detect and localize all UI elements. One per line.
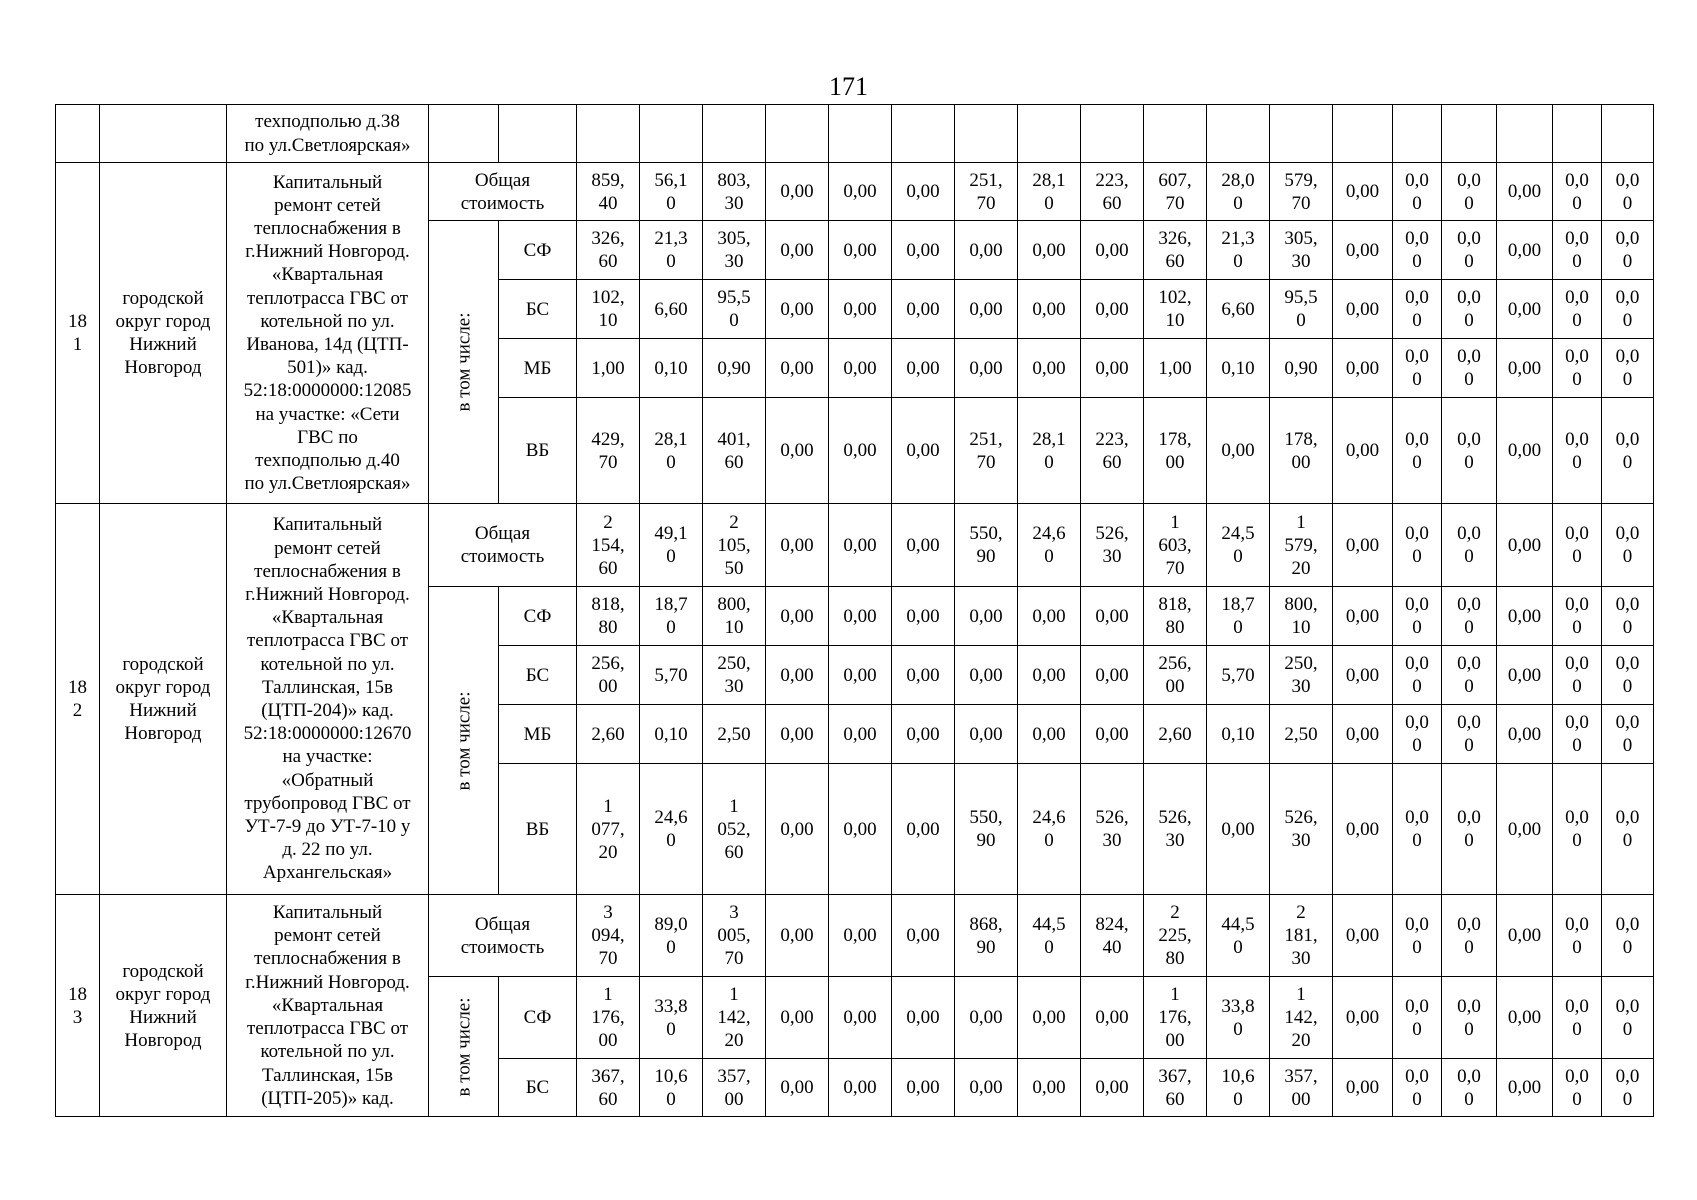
value-cell: 0,0 0 xyxy=(1602,221,1654,280)
value-cell: 2,60 xyxy=(577,705,640,764)
value-cell: 1,00 xyxy=(577,339,640,398)
value-cell: 0,00 xyxy=(766,587,829,646)
continued-empty-cell xyxy=(766,105,829,163)
value-cell: 0,0 0 xyxy=(1553,280,1602,339)
value-cell: 18,7 0 xyxy=(1207,587,1270,646)
value-cell: 0,0 0 xyxy=(1602,764,1654,895)
value-cell: 800, 10 xyxy=(1270,587,1333,646)
value-cell: 0,00 xyxy=(766,504,829,587)
table-row xyxy=(56,504,1654,587)
value-cell: 0,00 xyxy=(1497,339,1553,398)
work-description: Капитальный ремонт сетей теплоснабжения в г.Нижний Новгород. «Квартальная теплотрасса ГВС от котельной по ул. Иванова, 14д (ЦТП- 501)» кад. 52:18:0000000:12085 на участке: «Сети ГВС по техподполью д.40 по ул.Светлоярская» xyxy=(227,163,429,504)
value-cell: 2 105, 50 xyxy=(703,504,766,587)
value-cell: 0,00 xyxy=(766,895,829,977)
value-cell: 49,1 0 xyxy=(640,504,703,587)
value-cell: 0,0 0 xyxy=(1393,280,1442,339)
continued-empty-cell xyxy=(829,105,892,163)
value-cell: 0,0 0 xyxy=(1602,1059,1654,1117)
value-cell: 0,00 xyxy=(892,339,955,398)
value-cell: 251, 70 xyxy=(955,398,1018,504)
including-label-cell xyxy=(429,587,499,895)
value-cell: 0,00 xyxy=(829,280,892,339)
value-cell: 24,6 0 xyxy=(1018,764,1081,895)
continued-empty-cell xyxy=(1553,105,1602,163)
continued-empty-cell xyxy=(1270,105,1333,163)
continued-empty-cell xyxy=(703,105,766,163)
value-cell: 0,00 xyxy=(955,280,1018,339)
value-cell: 0,00 xyxy=(955,646,1018,705)
value-cell: 0,00 xyxy=(892,280,955,339)
including-label-cell xyxy=(429,221,499,504)
funding-source-label: СФ xyxy=(499,977,577,1059)
funding-source-label: МБ xyxy=(499,705,577,764)
district-name: городской округ город Нижний Новгород xyxy=(100,163,227,504)
funding-source-label: СФ xyxy=(499,221,577,280)
value-cell: 0,0 0 xyxy=(1602,977,1654,1059)
value-cell: 0,0 0 xyxy=(1393,646,1442,705)
value-cell: 0,0 0 xyxy=(1393,221,1442,280)
continued-empty-cell xyxy=(640,105,703,163)
value-cell: 0,00 xyxy=(892,587,955,646)
value-cell: 0,0 0 xyxy=(1442,1059,1497,1117)
value-cell: 33,8 0 xyxy=(640,977,703,1059)
work-description: Капитальный ремонт сетей теплоснабжения в г.Нижний Новгород. «Квартальная теплотрасса ГВС от котельной по ул. Таллинская, 15в (ЦТП-205)» кад. xyxy=(227,895,429,1117)
continued-description: техподполью д.38 по ул.Светлоярская» xyxy=(227,105,429,163)
value-cell: 818, 80 xyxy=(1144,587,1207,646)
value-cell: 0,0 0 xyxy=(1442,646,1497,705)
value-cell: 0,00 xyxy=(892,163,955,221)
value-cell: 0,00 xyxy=(829,587,892,646)
value-cell: 526, 30 xyxy=(1081,764,1144,895)
continued-empty-cell xyxy=(1207,105,1270,163)
value-cell: 429, 70 xyxy=(577,398,640,504)
value-cell: 0,0 0 xyxy=(1553,977,1602,1059)
value-cell: 357, 00 xyxy=(1270,1059,1333,1117)
work-description: Капитальный ремонт сетей теплоснабжения в г.Нижний Новгород. «Квартальная теплотрасса ГВС от котельной по ул. Таллинская, 15в (ЦТП-204)» кад. 52:18:0000000:12670 на участке: «Обратный трубопровод ГВС от УТ-7-9 до УТ-7-10 у д. 22 по ул. Архангельская» xyxy=(227,504,429,895)
value-cell: 0,00 xyxy=(955,705,1018,764)
value-cell: 0,00 xyxy=(1497,280,1553,339)
value-cell: 0,0 0 xyxy=(1393,977,1442,1059)
value-cell: 0,00 xyxy=(1333,504,1393,587)
value-cell: 0,00 xyxy=(1081,280,1144,339)
value-cell: 0,00 xyxy=(1333,705,1393,764)
district-name: городской округ город Нижний Новгород xyxy=(100,504,227,895)
value-cell: 0,0 0 xyxy=(1602,504,1654,587)
value-cell: 2,50 xyxy=(703,705,766,764)
table-row-continuation xyxy=(56,105,1654,163)
value-cell: 0,00 xyxy=(1081,977,1144,1059)
value-cell: 0,00 xyxy=(955,221,1018,280)
value-cell: 18,7 0 xyxy=(640,587,703,646)
value-cell: 178, 00 xyxy=(1270,398,1333,504)
value-cell: 0,0 0 xyxy=(1602,646,1654,705)
value-cell: 0,00 xyxy=(1333,587,1393,646)
value-cell: 0,00 xyxy=(1333,764,1393,895)
value-cell: 0,00 xyxy=(1497,977,1553,1059)
value-cell: 24,6 0 xyxy=(640,764,703,895)
value-cell: 0,0 0 xyxy=(1442,221,1497,280)
value-cell: 526, 30 xyxy=(1270,764,1333,895)
value-cell: 0,00 xyxy=(1207,398,1270,504)
value-cell: 0,00 xyxy=(766,280,829,339)
value-cell: 0,00 xyxy=(1333,163,1393,221)
row-number: 18 1 xyxy=(56,163,100,504)
value-cell: 0,00 xyxy=(955,587,1018,646)
value-cell: 1,00 xyxy=(1144,339,1207,398)
funding-source-label: БС xyxy=(499,1059,577,1117)
value-cell: 3 005, 70 xyxy=(703,895,766,977)
value-cell: 305, 30 xyxy=(1270,221,1333,280)
value-cell: 579, 70 xyxy=(1270,163,1333,221)
value-cell: 0,0 0 xyxy=(1442,339,1497,398)
value-cell: 223, 60 xyxy=(1081,398,1144,504)
value-cell: 0,00 xyxy=(766,764,829,895)
value-cell: 326, 60 xyxy=(1144,221,1207,280)
value-cell: 178, 00 xyxy=(1144,398,1207,504)
value-cell: 1 052, 60 xyxy=(703,764,766,895)
funding-source-label: БС xyxy=(499,646,577,705)
value-cell: 0,90 xyxy=(1270,339,1333,398)
value-cell: 0,0 0 xyxy=(1442,764,1497,895)
continued-empty-cell xyxy=(1442,105,1497,163)
value-cell: 526, 30 xyxy=(1144,764,1207,895)
including-label: в том числе: xyxy=(453,690,474,791)
continued-empty-cell xyxy=(1018,105,1081,163)
value-cell: 0,00 xyxy=(829,1059,892,1117)
value-cell: 0,0 0 xyxy=(1393,764,1442,895)
value-cell: 0,00 xyxy=(1333,1059,1393,1117)
value-cell: 818, 80 xyxy=(577,587,640,646)
value-cell: 0,00 xyxy=(1018,1059,1081,1117)
value-cell: 0,00 xyxy=(1333,895,1393,977)
value-cell: 0,00 xyxy=(1018,280,1081,339)
value-cell: 0,00 xyxy=(892,705,955,764)
value-cell: 357, 00 xyxy=(703,1059,766,1117)
value-cell: 0,00 xyxy=(1497,764,1553,895)
value-cell: 95,5 0 xyxy=(703,280,766,339)
value-cell: 0,0 0 xyxy=(1553,895,1602,977)
value-cell: 0,00 xyxy=(766,339,829,398)
value-cell: 0,0 0 xyxy=(1602,895,1654,977)
value-cell: 0,0 0 xyxy=(1553,504,1602,587)
value-cell: 0,00 xyxy=(1081,587,1144,646)
value-cell: 2,50 xyxy=(1270,705,1333,764)
value-cell: 2 225, 80 xyxy=(1144,895,1207,977)
value-cell: 0,00 xyxy=(1018,646,1081,705)
value-cell: 0,00 xyxy=(1497,504,1553,587)
value-cell: 0,00 xyxy=(829,163,892,221)
value-cell: 803, 30 xyxy=(703,163,766,221)
district-name: городской округ город Нижний Новгород xyxy=(100,895,227,1117)
value-cell: 0,0 0 xyxy=(1553,1059,1602,1117)
row-number: 18 3 xyxy=(56,895,100,1117)
value-cell: 0,00 xyxy=(1081,1059,1144,1117)
value-cell: 0,0 0 xyxy=(1393,895,1442,977)
value-cell: 89,0 0 xyxy=(640,895,703,977)
value-cell: 0,00 xyxy=(766,163,829,221)
value-cell: 0,0 0 xyxy=(1602,587,1654,646)
value-cell: 250, 30 xyxy=(703,646,766,705)
value-cell: 256, 00 xyxy=(1144,646,1207,705)
value-cell: 401, 60 xyxy=(703,398,766,504)
value-cell: 0,0 0 xyxy=(1553,398,1602,504)
value-cell: 0,00 xyxy=(1018,221,1081,280)
value-cell: 2,60 xyxy=(1144,705,1207,764)
value-cell: 28,1 0 xyxy=(1018,163,1081,221)
value-cell: 367, 60 xyxy=(1144,1059,1207,1117)
value-cell: 0,0 0 xyxy=(1442,587,1497,646)
value-cell: 0,00 xyxy=(1333,398,1393,504)
value-cell: 0,10 xyxy=(640,705,703,764)
value-cell: 0,0 0 xyxy=(1602,339,1654,398)
value-cell: 0,0 0 xyxy=(1393,339,1442,398)
value-cell: 0,00 xyxy=(1497,587,1553,646)
value-cell: 24,6 0 xyxy=(1018,504,1081,587)
table-body xyxy=(56,105,1654,1117)
value-cell: 868, 90 xyxy=(955,895,1018,977)
funding-source-label: СФ xyxy=(499,587,577,646)
value-cell: 0,00 xyxy=(892,895,955,977)
value-cell: 5,70 xyxy=(640,646,703,705)
value-cell: 2 154, 60 xyxy=(577,504,640,587)
continued-empty-cell xyxy=(1602,105,1654,163)
value-cell: 0,0 0 xyxy=(1393,705,1442,764)
total-cost-label: Общая стоимость xyxy=(429,504,577,587)
value-cell: 0,00 xyxy=(1497,221,1553,280)
value-cell: 0,0 0 xyxy=(1393,398,1442,504)
value-cell: 0,00 xyxy=(1081,705,1144,764)
value-cell: 305, 30 xyxy=(703,221,766,280)
value-cell: 102, 10 xyxy=(577,280,640,339)
funding-source-label: БС xyxy=(499,280,577,339)
value-cell: 0,0 0 xyxy=(1602,163,1654,221)
value-cell: 0,00 xyxy=(1018,705,1081,764)
value-cell: 326, 60 xyxy=(577,221,640,280)
value-cell: 0,00 xyxy=(829,339,892,398)
value-cell: 56,1 0 xyxy=(640,163,703,221)
value-cell: 0,0 0 xyxy=(1442,895,1497,977)
value-cell: 607, 70 xyxy=(1144,163,1207,221)
funding-source-label: ВБ xyxy=(499,398,577,504)
including-label: в том числе: xyxy=(453,996,474,1097)
value-cell: 0,00 xyxy=(892,1059,955,1117)
value-cell: 0,00 xyxy=(1018,587,1081,646)
value-cell: 0,00 xyxy=(829,895,892,977)
continued-district-cell xyxy=(100,105,227,163)
value-cell: 33,8 0 xyxy=(1207,977,1270,1059)
value-cell: 367, 60 xyxy=(577,1059,640,1117)
continued-label-cell xyxy=(429,105,499,163)
value-cell: 0,00 xyxy=(1497,398,1553,504)
value-cell: 0,00 xyxy=(829,221,892,280)
continued-empty-cell xyxy=(1497,105,1553,163)
value-cell: 24,5 0 xyxy=(1207,504,1270,587)
value-cell: 0,00 xyxy=(1081,339,1144,398)
continued-empty-cell xyxy=(1144,105,1207,163)
program-table xyxy=(55,104,1654,1117)
value-cell: 0,0 0 xyxy=(1553,646,1602,705)
value-cell: 0,00 xyxy=(955,339,1018,398)
value-cell: 0,0 0 xyxy=(1393,163,1442,221)
continued-num-cell xyxy=(56,105,100,163)
value-cell: 250, 30 xyxy=(1270,646,1333,705)
value-cell: 0,00 xyxy=(829,977,892,1059)
value-cell: 0,00 xyxy=(1333,280,1393,339)
value-cell: 0,0 0 xyxy=(1553,221,1602,280)
continued-empty-cell xyxy=(892,105,955,163)
value-cell: 1 579, 20 xyxy=(1270,504,1333,587)
value-cell: 0,0 0 xyxy=(1553,764,1602,895)
value-cell: 0,00 xyxy=(829,504,892,587)
value-cell: 256, 00 xyxy=(577,646,640,705)
value-cell: 0,00 xyxy=(829,646,892,705)
table-row xyxy=(56,895,1654,977)
continued-empty-cell xyxy=(1081,105,1144,163)
value-cell: 28,0 0 xyxy=(1207,163,1270,221)
value-cell: 0,0 0 xyxy=(1442,280,1497,339)
value-cell: 0,00 xyxy=(766,398,829,504)
value-cell: 0,00 xyxy=(1497,895,1553,977)
value-cell: 0,00 xyxy=(1081,646,1144,705)
value-cell: 0,0 0 xyxy=(1442,398,1497,504)
value-cell: 0,0 0 xyxy=(1393,504,1442,587)
value-cell: 0,00 xyxy=(955,977,1018,1059)
value-cell: 6,60 xyxy=(1207,280,1270,339)
value-cell: 1 142, 20 xyxy=(1270,977,1333,1059)
value-cell: 0,00 xyxy=(829,705,892,764)
value-cell: 1 142, 20 xyxy=(703,977,766,1059)
value-cell: 0,00 xyxy=(1497,705,1553,764)
continued-empty-cell xyxy=(1333,105,1393,163)
value-cell: 10,6 0 xyxy=(640,1059,703,1117)
value-cell: 0,00 xyxy=(892,646,955,705)
value-cell: 0,00 xyxy=(766,646,829,705)
table-row xyxy=(56,163,1654,221)
value-cell: 0,00 xyxy=(1497,163,1553,221)
value-cell: 0,0 0 xyxy=(1442,705,1497,764)
value-cell: 0,00 xyxy=(766,221,829,280)
value-cell: 0,0 0 xyxy=(1393,1059,1442,1117)
value-cell: 0,0 0 xyxy=(1553,339,1602,398)
value-cell: 44,5 0 xyxy=(1018,895,1081,977)
value-cell: 1 077, 20 xyxy=(577,764,640,895)
continued-sublabel-cell xyxy=(499,105,577,163)
value-cell: 0,00 xyxy=(892,764,955,895)
value-cell: 0,00 xyxy=(829,398,892,504)
value-cell: 44,5 0 xyxy=(1207,895,1270,977)
value-cell: 28,1 0 xyxy=(1018,398,1081,504)
value-cell: 0,00 xyxy=(829,764,892,895)
value-cell: 21,3 0 xyxy=(1207,221,1270,280)
value-cell: 0,00 xyxy=(892,977,955,1059)
value-cell: 5,70 xyxy=(1207,646,1270,705)
including-label-cell xyxy=(429,977,499,1117)
funding-source-label: ВБ xyxy=(499,764,577,895)
total-cost-label: Общая стоимость xyxy=(429,163,577,221)
continued-empty-cell xyxy=(955,105,1018,163)
value-cell: 1 176, 00 xyxy=(1144,977,1207,1059)
value-cell: 21,3 0 xyxy=(640,221,703,280)
value-cell: 0,00 xyxy=(1018,339,1081,398)
total-cost-label: Общая стоимость xyxy=(429,895,577,977)
value-cell: 95,5 0 xyxy=(1270,280,1333,339)
value-cell: 0,00 xyxy=(1333,646,1393,705)
value-cell: 0,00 xyxy=(1018,977,1081,1059)
value-cell: 1 176, 00 xyxy=(577,977,640,1059)
value-cell: 0,00 xyxy=(1333,977,1393,1059)
value-cell: 0,00 xyxy=(892,221,955,280)
value-cell: 0,0 0 xyxy=(1602,398,1654,504)
value-cell: 102, 10 xyxy=(1144,280,1207,339)
value-cell: 0,0 0 xyxy=(1393,587,1442,646)
value-cell: 0,00 xyxy=(766,977,829,1059)
value-cell: 2 181, 30 xyxy=(1270,895,1333,977)
value-cell: 800, 10 xyxy=(703,587,766,646)
value-cell: 0,10 xyxy=(1207,339,1270,398)
value-cell: 0,0 0 xyxy=(1553,705,1602,764)
value-cell: 859, 40 xyxy=(577,163,640,221)
value-cell: 28,1 0 xyxy=(640,398,703,504)
value-cell: 0,00 xyxy=(766,705,829,764)
value-cell: 0,10 xyxy=(1207,705,1270,764)
value-cell: 0,00 xyxy=(1333,339,1393,398)
value-cell: 0,0 0 xyxy=(1553,587,1602,646)
value-cell: 0,90 xyxy=(703,339,766,398)
value-cell: 0,0 0 xyxy=(1442,977,1497,1059)
value-cell: 550, 90 xyxy=(955,504,1018,587)
value-cell: 0,00 xyxy=(766,1059,829,1117)
value-cell: 0,00 xyxy=(1333,221,1393,280)
value-cell: 0,00 xyxy=(955,1059,1018,1117)
value-cell: 0,00 xyxy=(892,504,955,587)
funding-source-label: МБ xyxy=(499,339,577,398)
value-cell: 0,10 xyxy=(640,339,703,398)
value-cell: 0,00 xyxy=(1207,764,1270,895)
value-cell: 0,0 0 xyxy=(1602,705,1654,764)
value-cell: 0,00 xyxy=(1081,221,1144,280)
value-cell: 824, 40 xyxy=(1081,895,1144,977)
value-cell: 550, 90 xyxy=(955,764,1018,895)
continued-empty-cell xyxy=(1393,105,1442,163)
value-cell: 251, 70 xyxy=(955,163,1018,221)
value-cell: 3 094, 70 xyxy=(577,895,640,977)
value-cell: 1 603, 70 xyxy=(1144,504,1207,587)
value-cell: 0,0 0 xyxy=(1602,280,1654,339)
value-cell: 526, 30 xyxy=(1081,504,1144,587)
page-number: 171 xyxy=(829,72,868,101)
row-number: 18 2 xyxy=(56,504,100,895)
value-cell: 0,00 xyxy=(892,398,955,504)
value-cell: 0,00 xyxy=(1497,1059,1553,1117)
continued-empty-cell xyxy=(577,105,640,163)
value-cell: 223, 60 xyxy=(1081,163,1144,221)
value-cell: 0,0 0 xyxy=(1442,163,1497,221)
including-label: в том числе: xyxy=(453,312,474,412)
value-cell: 10,6 0 xyxy=(1207,1059,1270,1117)
value-cell: 0,0 0 xyxy=(1553,163,1602,221)
value-cell: 0,00 xyxy=(1497,646,1553,705)
value-cell: 6,60 xyxy=(640,280,703,339)
value-cell: 0,0 0 xyxy=(1442,504,1497,587)
